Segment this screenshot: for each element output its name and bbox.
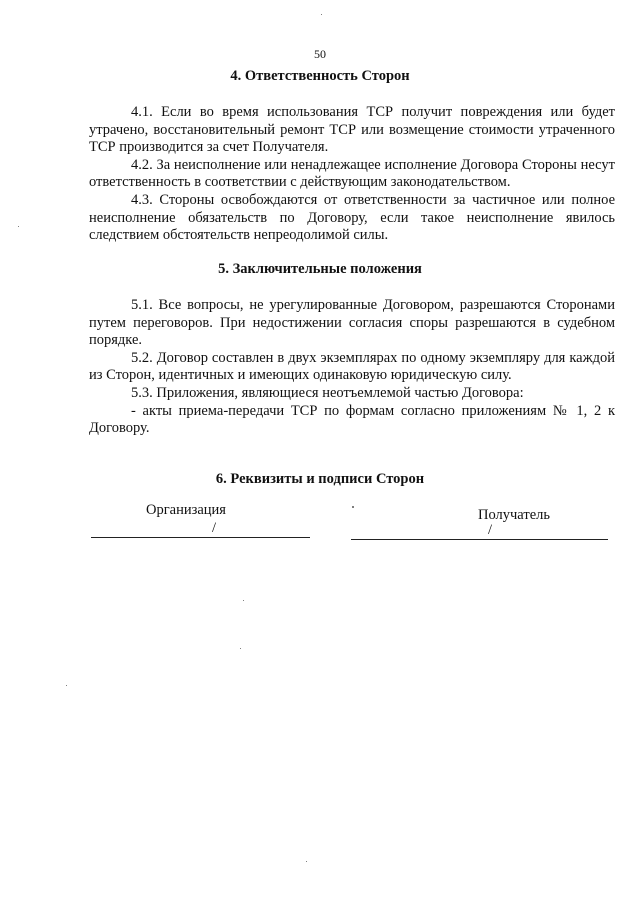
signature-label-organization: Организация xyxy=(146,502,226,518)
section-5-body xyxy=(89,297,615,438)
section-4-title: 4. Ответственность Сторон xyxy=(230,68,410,84)
paragraph-4-1: 4.1. Если во время использования ТСР получит повреждения или будет утрачено, восстановительный ремонт ТСР или возмещение стоимости утраченного ТСР производится за счет Получателя. xyxy=(89,104,615,156)
paragraph-4-2: 4.2. За неисполнение или ненадлежащее исполнение Договора Стороны несут ответственность в соответствии с действующим законодательством. xyxy=(89,156,615,191)
signature-slash-recipient: / xyxy=(488,522,493,538)
signature-line-organization xyxy=(91,537,310,538)
scan-speck xyxy=(240,648,241,649)
scan-speck xyxy=(66,685,67,686)
paragraph-5-1: 5.1. Все вопросы, не урегулированные Договором, разрешаются Сторонами путем переговоров. При недостижении согласия споры разрешаются в судебном порядке. xyxy=(89,297,615,349)
section-5-title: 5. Заключительные положения xyxy=(218,261,422,277)
scan-speck xyxy=(18,226,19,227)
paragraph-5-2: 5.2. Договор составлен в двух экземплярах по одному экземпляру для каждой из Сторон, идентичных и имеющих одинаковую юридическую силу. xyxy=(89,349,615,384)
signature-label-recipient: Получатель xyxy=(478,507,550,523)
section-6-title: 6. Реквизиты и подписи Сторон xyxy=(215,471,425,487)
paragraph-5-3-item: - акты приема-передачи ТСР по формам согласно приложениям № 1, 2 к Договору. xyxy=(89,402,615,437)
section-4-body xyxy=(89,104,615,245)
scan-speck xyxy=(306,861,307,862)
signature-slash-organization: / xyxy=(212,520,217,536)
signature-line-recipient xyxy=(351,539,608,540)
scan-speck xyxy=(352,506,354,508)
paragraph-5-3: 5.3. Приложения, являющиеся неотъемлемой частью Договора: xyxy=(131,384,524,401)
scan-speck xyxy=(321,14,322,15)
page-number: 50 xyxy=(314,47,326,61)
scan-speck xyxy=(243,600,244,601)
paragraph-4-3: 4.3. Стороны освобождаются от ответственности за частичное или полное неисполнение обязательств по Договору, если такое неисполнение явилось следствием обстоятельств непреодолимой силы. xyxy=(89,191,615,244)
